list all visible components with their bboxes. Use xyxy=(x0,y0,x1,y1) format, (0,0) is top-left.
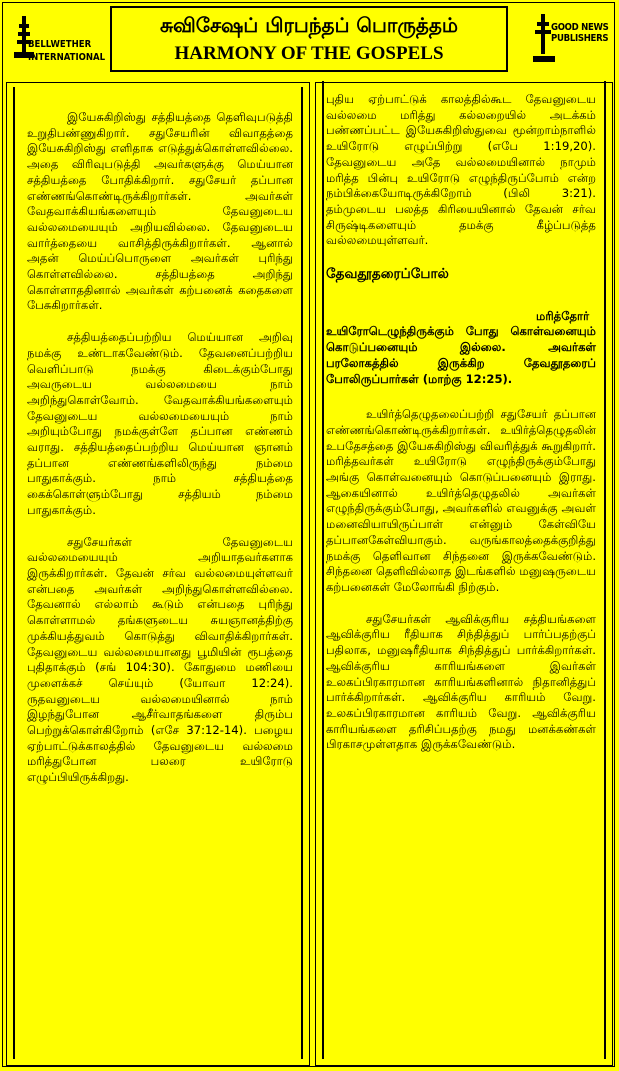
page-title-tamil: சுவிசேஷப் பிரபந்தப் பொருத்தம் xyxy=(159,13,459,37)
page-title-english: HARMONY OF THE GOSPELS xyxy=(174,43,444,64)
right-paragraph-1: உயிர்த்தெழுதலைப்பற்றி சதுசேயர் தப்பான எண்ணங்கொண்டிருக்கிறார்கள். உயிர்த்தெழுதலின் உபதேசத்தை இயேசுகிறிஸ்து விவரித்துக் கூறுகிறார். மரித்தவர்கள் உயிரோடு எழுந்திருக்கும்போது அங்கு கொள்வனையும் கொடுப்பனையும் இராது. ஆகையினால் உயிர்த்தெழுதலில் அவர்கள் எழுந்திருக்கும்போது, அவர்களில் எவனுக்கு அவள் மனைவியாயிருப்பாள் என்னும் கேள்வியே தப்பானகேள்வியாகும். வருங்காலத்தைக்குறித்து நமக்கு தெளிவான சிந்தனை இருக்கவேண்டும். சிந்தனை தெளிவில்லாத இடங்களில் மனுஷருடைய கற்பனைகள் மேலோங்கி நிற்கும். xyxy=(326,407,596,594)
right-paragraph-2: சதுசேயர்கள் ஆவிக்குரிய சத்தியங்களை ஆவிக்குரிய ரீதியாக சிந்தித்துப் பார்ப்பதற்குப் பதிலாக, மனுஷரீதியாக சிந்தித்துப் பார்க்கிறார்கள். ஆவிக்குரிய காரியங்களை இவர்கள் உலகப்பிரகாரமான காரியங்களினால் நிதானித்துப் பார்க்கிறார்கள். ஆவிக்குரிய காரியம் வேறு. உலகப்பிரகாரமான காரியம் வேறு. ஆவிக்குரிய காரியங்களை தரிசிப்பதற்கு நமது மனக்கண்கள் பிரகாசமுள்ளதாக இருக்கவேண்டும். xyxy=(326,611,596,752)
right-paragraph-top: புதிய ஏற்பாட்டுக் காலத்தில்கூட தேவனுடைய வல்லமை மரித்து கல்லறையில் அடக்கம் பண்ணப்பட்ட இயேசுகிறிஸ்துவை மூன்றாம்நாளில் உயிரோடு எழுப்பிற்று (எபே 1:19,20). தேவனுடைய அதே வல்லமையினால் நாமும் மரித்த பின்பு உயிரோடு எழுந்திருப்போம் என்ற நம்பிக்கையோடிருக்கிறோம் (பிலி 3:21). தம்முடைய பலத்த கிரியையினால் தேவன் சர்வ சிருஷ்டிகளையும் தமக்கு கீழ்ப்படுத்த வல்லமையுள்ளவர். xyxy=(326,92,596,248)
right-column xyxy=(315,82,613,1066)
left-column-text xyxy=(27,110,293,802)
page-header xyxy=(0,0,619,80)
section-heading: தேவதூதரைப்போல் xyxy=(326,266,449,283)
good-news-logo xyxy=(525,10,617,72)
left-column xyxy=(6,82,310,1066)
right-column-text xyxy=(326,92,596,769)
logo-left-text: BELLWETHER INTERNATIONAL xyxy=(28,39,106,63)
title-box xyxy=(110,6,508,72)
logo-right-text: GOOD NEWS PUBLISHERS xyxy=(551,22,609,44)
scripture-quote: மரித்தோர் உயிரோடெழுந்திருக்கும் போது கொள்வனையும் கொடுப்பனையும் இல்லை. அவர்கள் பரலோகத்தில் இருக்கிற தேவதூதரைப் போலிருப்பார்கள் (மாற்கு 12:25). xyxy=(326,308,596,386)
left-paragraph-3: சதுசேயர்கள் தேவனுடைய வல்லமையையும் அறியாதவர்களாக இருக்கிறார்கள். தேவன் சர்வ வல்லமையுள்ளவர் என்பதை அவர்கள் அறிந்துகொள்ளவில்லை. தேவனால் எல்லாம் கூடும் என்பதை புரிந்து கொள்ளாமல் தங்களுடைய சுயஞானத்திற்கு முக்கியத்துவம் கொடுத்து விவாதிக்கிறார்கள். தேவனுடைய வல்லமையானது பூமியின் ரூபத்தை புதிதாக்கும் (சங் 104:30). கோதுமை மணியை முளைக்கச் செய்யும் (யோவா 12:24). ருதவனுடைய வல்லமையினால் நாம் இழந்துபோன ஆசீர்வாதங்களை திரும்ப பெற்றுக்கொள்கிறோம் (எசே 37:12-14). பழைய ஏற்பாட்டுக்காலத்தில் தேவனுடைய வல்லமை மரித்துபோன பலரை உயிரோடு எழுப்பியிருக்கிறது. xyxy=(27,534,293,785)
left-paragraph-2: சத்தியத்தைப்பற்றிய மெய்யான அறிவு நமக்கு உண்டாகவேண்டும். தேவனைப்பற்றிய வெளிப்பாடு நமக்கு கிடைக்கும்போது அவருடைய வல்லமையை நாம் அறிந்துகொள்வோம். வேதவாக்கியங்களையும் தேவனுடைய வல்லமையையும் நாம் அறியும்போது நமக்குள்ளே தப்பான எண்ணம் வராது. சத்தியத்தைப்பற்றிய மெய்யான ஞானம் தப்பான எண்ணங்களிலிருந்து நம்மை பாதுகாக்கும். நாம் சத்தியத்தை கைக்கொள்ளும்போது சத்தியம் நம்மை பாதுகாக்கும். xyxy=(27,330,293,517)
bellwether-logo xyxy=(6,10,106,72)
left-paragraph-1: இயேசுகிறிஸ்து சத்தியத்தை தெளிவுபடுத்தி உறுதிபண்ணுகிறார். சதுசேயரின் விவாதத்தை இயேசுகிறிஸ்து எளிதாக எடுத்துக்கொள்ளவில்லை. அதை விரிவுபடுத்தி அவர்களுக்கு மெய்யான சத்தியத்தை போதிக்கிறார். சதுசேயர் தப்பான எண்ணங்கொண்டிருக்கிறார்கள். அவர்கள் வேதவாக்கியங்களையும் தேவனுடைய வல்லமையையும் அறியவில்லை. தேவனுடைய வார்த்தையை வாசித்திருக்கிறார்கள். ஆனால் அதன் மெய்ப்பொருளை அவர்கள் புரிந்து கொள்ளவில்லை. சத்தியத்தை அறிந்து கொள்ளாததினால் அவர்கள் கற்பனைக் கதைகளை பேசுகிறார்கள். xyxy=(27,110,293,313)
